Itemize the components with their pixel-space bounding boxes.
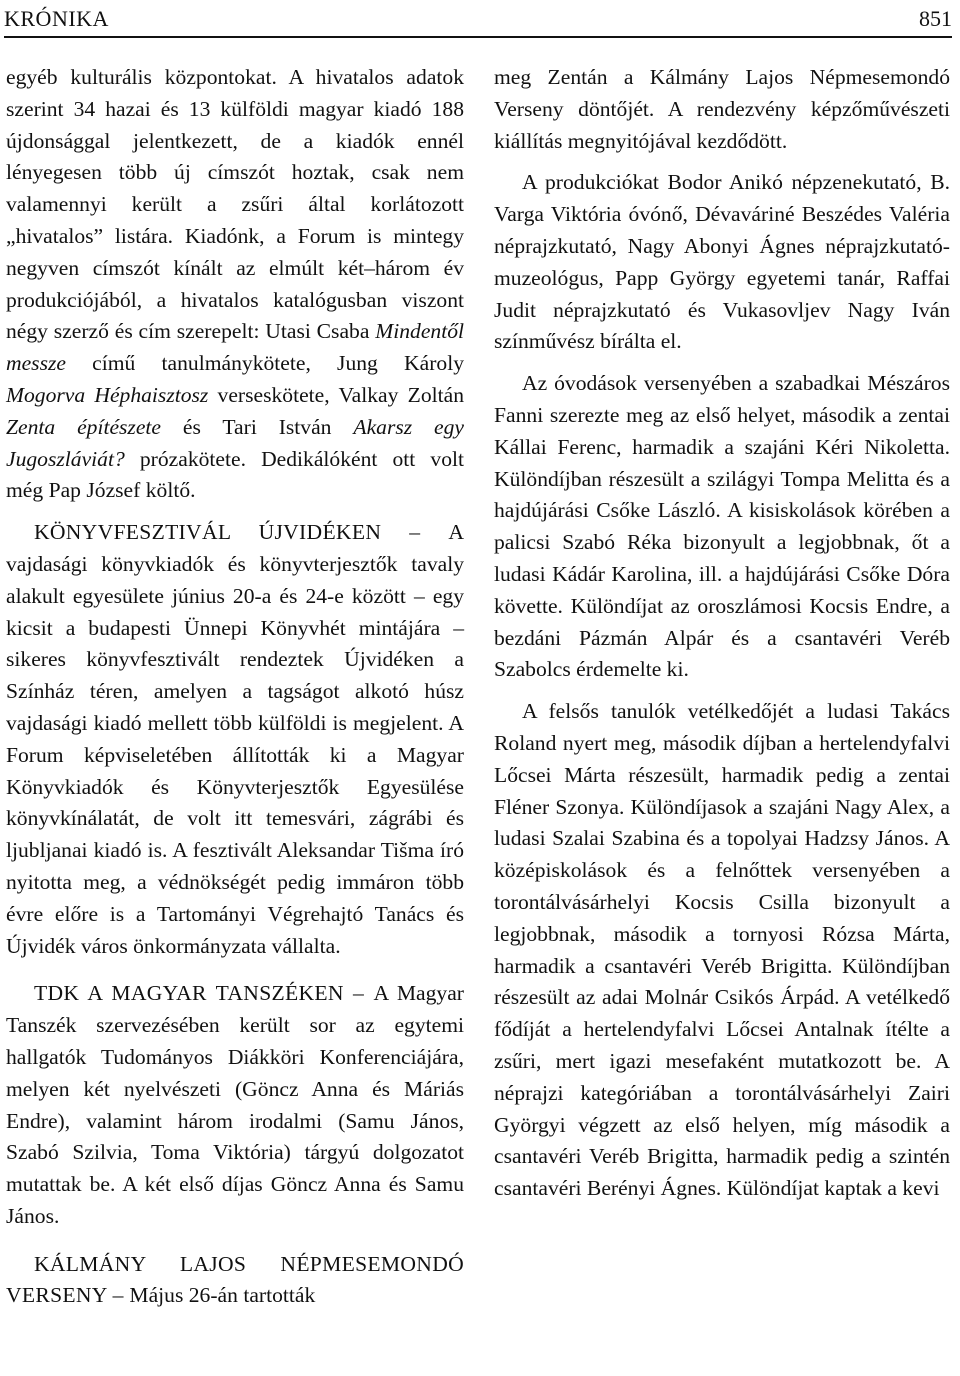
text-run: verseskötete, Valkay Zoltán bbox=[208, 382, 464, 407]
page-number: 851 bbox=[919, 6, 952, 31]
section-title: TDK A MAGYAR TANSZÉKEN – bbox=[34, 981, 374, 1006]
left-column bbox=[6, 62, 464, 1312]
book-title: Mindentől messze bbox=[6, 319, 464, 376]
paragraph-kalmany bbox=[6, 1249, 464, 1313]
paragraph-book-fair-intro bbox=[6, 62, 464, 507]
text-run: egyéb kulturális központokat. A hivatalos adatok szerint 34 hazai és 13 külföldi magyar kiadó 188 újdonsággal jelentkezett, de a kiadók ennél lényegesen több új címszót hoztak, csak nem valamennyi került a zsűri által korlátozott „hivatalos” listára. Kiadónk, a Forum is mintegy negyven címszót kínált az elmúlt két–három év produkciójából, a hivatalos katalógusban viszont négy szerző és cím szerepelt: Utasi Csaba bbox=[6, 65, 464, 344]
text-run: A Magyar Tanszék szervezésében került sor az egytemi hallgatók Tudományos Diákköri Konferenciájára, melyen két nyelvészeti (Göncz Anna és Máriás Endre), valamint három irodalmi (Samu János, Szabó Szilvia, Toma Viktória) tárgyú dolgozatot mutattak be. A két első díjas Göncz Anna és Samu János. bbox=[6, 981, 464, 1228]
running-head: KRÓNIKA bbox=[4, 6, 109, 31]
text-run: című tanulmánykötete, Jung Károly bbox=[65, 351, 464, 376]
section-title: KÁLMÁNY LAJOS NÉPMESEMONDÓ VERSENY – bbox=[6, 1251, 464, 1308]
section-title: KÖNYVFESZTIVÁL ÚJVIDÉKEN – bbox=[34, 520, 449, 545]
paragraph-book-festival bbox=[6, 517, 464, 962]
page-header bbox=[4, 2, 952, 38]
text-run: Május 26-án tartották bbox=[129, 1283, 316, 1308]
paragraph-kalmany-cont: meg Zentán a Kálmány Lajos Népmesemondó Verseny döntőjét. A rendezvény képzőművészeti kiállítás megnyitójával kezdődött. bbox=[494, 65, 950, 153]
paragraph-kindergarten-results: Az óvodások versenyében a szabadkai Mészáros Fanni szerezte meg az első helyet, második a zentai Kállai Ferenc, harmadik a szajáni Kéri Nikoletta. Különdíjban részesült a szilágyi Tompa Melitta és a hajdújárási Csőke László. A kisiskolások körében a palicsi Szabó Réka bizonyult a legjobbnak, őt a ludasi Kádár Karolina, ill. a hajdújárási Csőke Dóra követte. Különdíjat az oroszlámosi Kocsis Endre, a bezdáni Pázmán Alpár és a csantavéri Veréb Szabolcs érdemelte ki. bbox=[494, 371, 950, 682]
text-run: és Tari István bbox=[161, 414, 354, 439]
book-title: Akarsz egy Jugoszláviát? bbox=[6, 414, 465, 471]
right-column bbox=[494, 62, 950, 1205]
paragraph-upper-results: A felsős tanulók vetélkedőjét a ludasi Takács Roland nyert meg, második díjban a hertelendyfalvi Lőcsei Márta részesült, harmadik pedig a zentai Fléner Szonya. Különdíjasok a szajáni Nagy Alex, a ludasi Szalai Szabina és a topolyai Hadzsy János. A középiskolások és a felnőttek versenyében a torontálvásárhelyi Kocsis Csilla bizonyult a legjobbnak, második a tornyosi Rózsa Márta, harmadik a csantavéri Veréb Brigitta. Különdíjban részesült az adai Molnár Csikós Árpád. A vetélkedő fődíját a hertelendyfalvi Lőcsei Antalnak ítélte a zsűri, mert igazi mesefaként mutatkozott be. A néprajzi kategóriában a torontálvásárhelyi Zairi Györgyi végzett az első helyen, míg második a csantavéri Veréb Brigitta, harmadik pedig a szintén csantavéri Berényi Ágnes. Különdíjat kaptak a kevi bbox=[494, 699, 950, 1201]
paragraph-jury: A produkciókat Bodor Anikó népzenekutató, B. Varga Viktória óvónő, Dévaváriné Beszédes Valéria néprajzkutató, Nagy Abonyi Ágnes néprajzkutató-muzeológus, Papp György egyetemi tanár, Raffai Judit néprajzkutató és Vukasovljev Nagy Iván színművész bírálta el. bbox=[494, 170, 950, 354]
text-run: prózakötete. Dedikálóként ott volt még Pap József költő. bbox=[6, 446, 464, 503]
book-title: Zenta építészete bbox=[6, 414, 162, 439]
text-run: A vajdasági könyvkiadók és könyvterjesztők tavaly alakult egyesülete június 20-a és 24-e között – egy kicsit a budapesti Ünnepi Könyvhét mintájára – sikeres könyvfesztivált rendeztek Újvidéken a Színház téren, amelyen a tagságot alkotó húsz vajdasági kiadó mellett több külföldi is megjelent. A Forum képviseletében állították ki a Magyar Könyvkiadók és Könyvterjesztők Egyesülése könyvkínálatát, de volt itt temesvári, zágrábi és ljubljanai kiadó is. A fesztivált Aleksandar Tišma író nyitotta meg, a védnökségét pedig immáron több évre előre is a Tartományi Végrehajtó Tanács és Újvidék város önkormányzata vállalta. bbox=[6, 520, 464, 958]
paragraph-tdk bbox=[6, 978, 464, 1232]
book-title: Mogorva Héphaisztosz bbox=[6, 382, 209, 407]
